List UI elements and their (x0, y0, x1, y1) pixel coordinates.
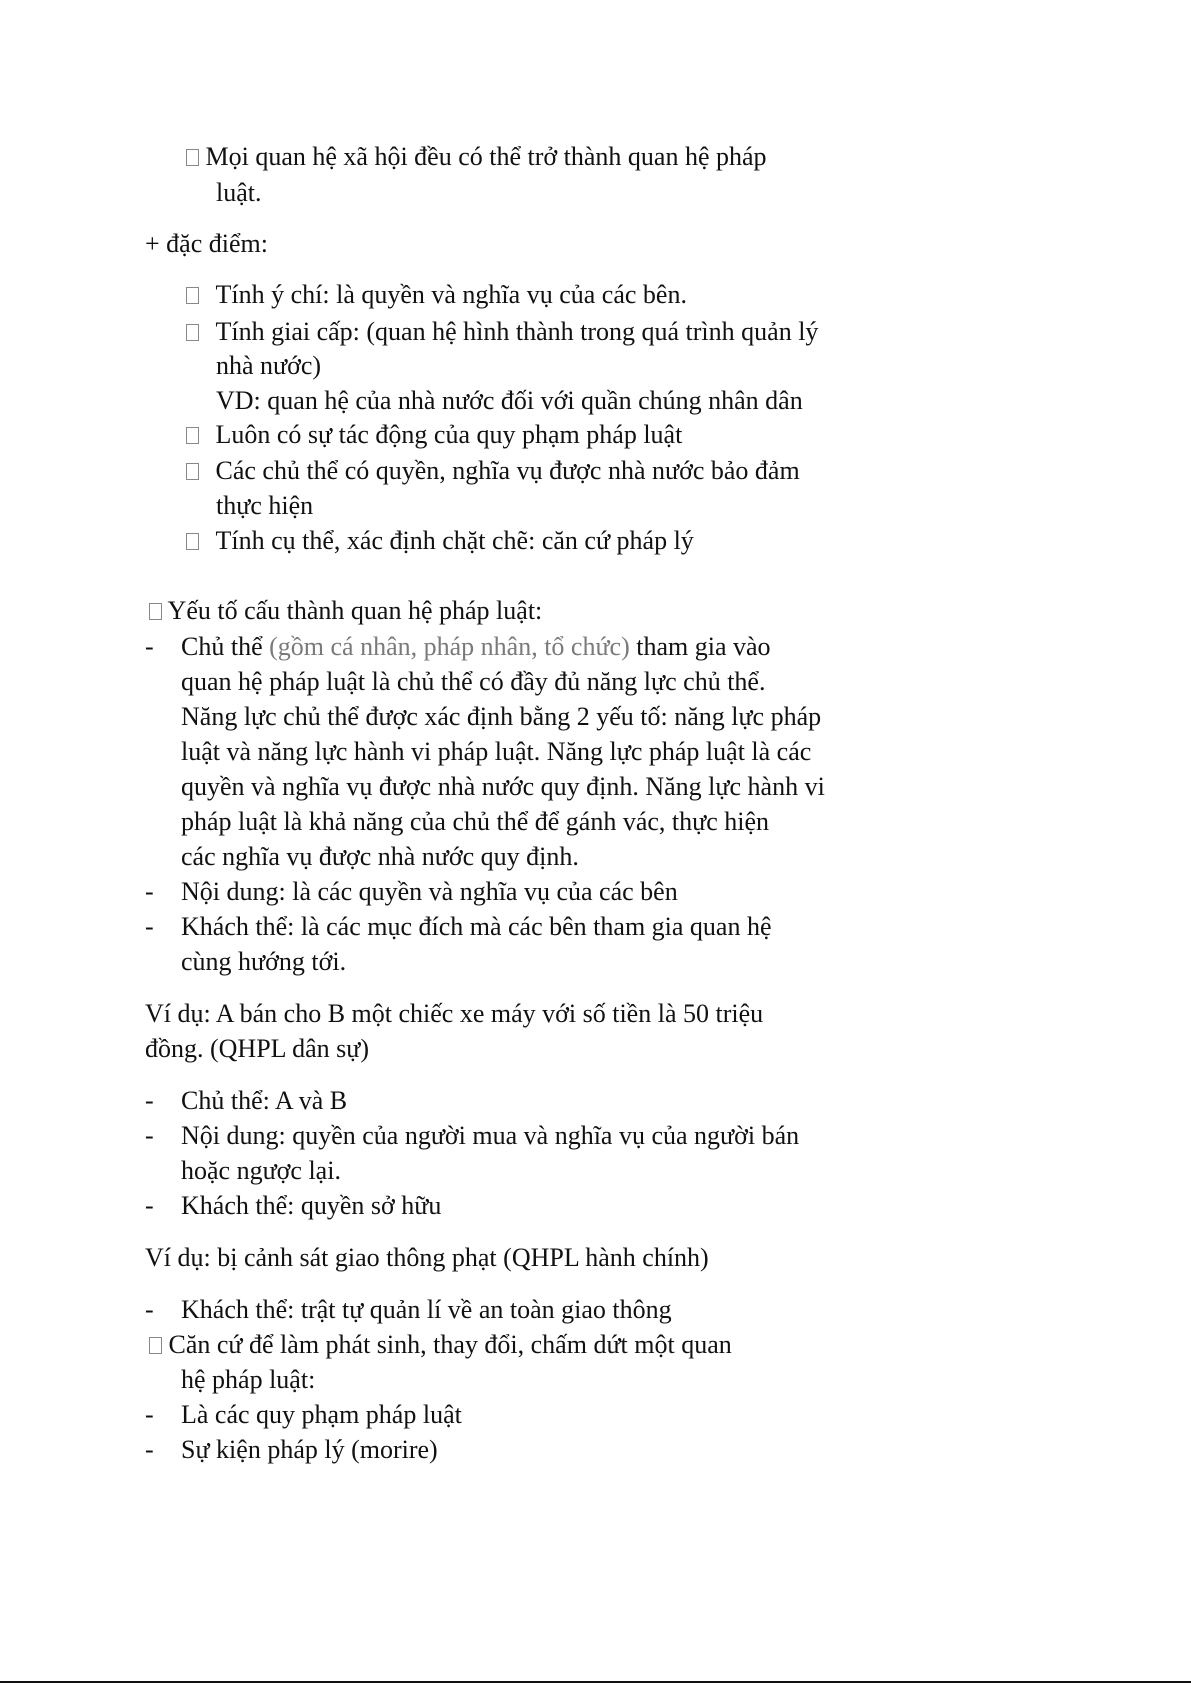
subject-line: quan hệ pháp luật là chủ thể có đầy đủ năng lực chủ thể. (181, 667, 766, 696)
feature-continuation: nhà nước) (216, 351, 322, 380)
object-line-1: Khách thể: là các mục đích mà các bên tham gia quan hệ (181, 912, 772, 941)
checkbox-icon (186, 324, 199, 341)
subject-line: Năng lực chủ thể được xác định bằng 2 yếu tố: năng lực pháp (181, 702, 822, 731)
basis-heading: Căn cứ để làm phát sinh, thay đổi, chấm dứt một quan (149, 1329, 732, 1361)
checkbox-icon (186, 149, 199, 166)
page-bottom-rule (0, 1681, 1191, 1683)
dash-bullet: - (145, 1121, 154, 1150)
example-1-object: Khách thể: quyền sở hữu (181, 1191, 442, 1220)
example-2: Ví dụ: bị cảnh sát giao thông phạt (QHPL hành chính) (145, 1243, 709, 1272)
subject-line-1: Chủ thể (gồm cá nhân, pháp nhân, tổ chức) tham gia vào (181, 632, 771, 661)
basis-item: Là các quy phạm pháp luật (181, 1400, 462, 1429)
dash-bullet: - (145, 912, 154, 941)
feature-item: Các chủ thể có quyền, nghĩa vụ được nhà nước bảo đảm (186, 455, 800, 487)
checkbox-icon (186, 533, 199, 550)
subject-line: pháp luật là khả năng của chủ thể để gánh vác, thực hiện (181, 807, 770, 836)
dash-bullet: - (145, 877, 154, 906)
feature-continuation: thực hiện (216, 491, 314, 520)
checkbox-icon (186, 427, 199, 444)
feature-item: Tính cụ thể, xác định chặt chẽ: căn cứ pháp lý (186, 525, 694, 557)
intro-line-1: Mọi quan hệ xã hội đều có thể trở thành quan hệ pháp (186, 141, 767, 173)
elements-heading: Yếu tố cấu thành quan hệ pháp luật: (149, 595, 542, 627)
object-line-2: cùng hướng tới. (181, 947, 347, 976)
intro-line-2: luật. (216, 178, 262, 207)
example-1-subject: Chủ thể: A và B (181, 1086, 348, 1115)
checkbox-icon (186, 287, 199, 304)
dash-bullet: - (145, 1191, 154, 1220)
checkbox-icon (149, 603, 162, 620)
checkbox-icon (149, 1337, 162, 1354)
example-1-line-2: đồng. (QHPL dân sự) (145, 1034, 369, 1063)
example-2-object: Khách thể: trật tự quản lí về an toàn giao thông (181, 1295, 672, 1324)
feature-item: Luôn có sự tác động của quy phạm pháp luật (186, 419, 682, 451)
feature-item: Tính giai cấp: (quan hệ hình thành trong quá trình quản lý (186, 316, 818, 348)
dash-bullet: - (145, 1086, 154, 1115)
dash-bullet: - (145, 1400, 154, 1429)
basis-heading-2: hệ pháp luật: (181, 1365, 316, 1394)
example-1-line-1: Ví dụ: A bán cho B một chiếc xe máy với số tiền là 50 triệu (145, 999, 764, 1028)
features-heading: + đặc điểm: (145, 229, 268, 258)
subject-line: các nghĩa vụ được nhà nước quy định. (181, 842, 579, 871)
feature-example: VD: quan hệ của nhà nước đối với quần chúng nhân dân (216, 386, 803, 415)
feature-item: Tính ý chí: là quyền và nghĩa vụ của các bên. (186, 279, 687, 311)
dash-bullet: - (145, 632, 154, 661)
checkbox-icon (186, 463, 199, 480)
dash-bullet: - (145, 1435, 154, 1464)
subject-line: luật và năng lực hành vi pháp luật. Năng lực pháp luật là các (181, 737, 812, 766)
example-1-content-2: hoặc ngược lại. (181, 1156, 341, 1185)
example-1-content-1: Nội dung: quyền của người mua và nghĩa vụ của người bán (181, 1121, 800, 1150)
basis-item: Sự kiện pháp lý (morire) (181, 1435, 438, 1464)
content-item: Nội dung: là các quyền và nghĩa vụ của các bên (181, 877, 678, 906)
dash-bullet: - (145, 1295, 154, 1324)
subject-line: quyền và nghĩa vụ được nhà nước quy định. Năng lực hành vi (181, 772, 825, 801)
